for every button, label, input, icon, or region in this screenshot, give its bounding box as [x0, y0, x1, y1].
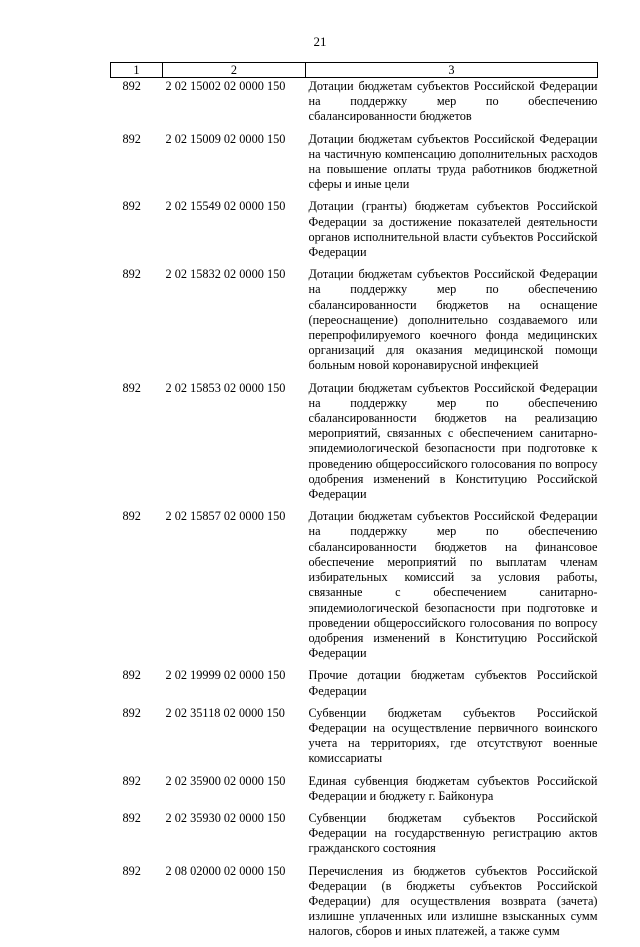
admin-code-cell: 892	[122, 380, 141, 395]
revenue-code-cell: 2 02 15832 02 0000 150	[165, 267, 286, 282]
revenue-code-cell: 2 02 15009 02 0000 150	[165, 131, 286, 146]
admin-code-cell: 892	[122, 810, 141, 825]
table-row	[111, 132, 598, 200]
table-row	[111, 509, 598, 668]
revenue-name-cell: Дотации бюджетам субъектов Российской Федерации на поддержку мер по обеспечению сбалансированности бюджетов на реализацию мероприятий, связанных с обеспечением санитарно-эпидемиологической безопасности при подготовке к проведению общероссийского голосования по вопросу одобрения изменений в Конституцию Российской Федерации	[308, 380, 598, 502]
revenue-code-cell: 2 02 15549 02 0000 150	[165, 199, 286, 214]
table-row	[111, 706, 598, 774]
admin-code-cell: 892	[122, 267, 141, 282]
budget-codes-table	[110, 62, 598, 947]
revenue-code-cell: 2 02 15857 02 0000 150	[165, 509, 286, 524]
table-row	[111, 668, 598, 705]
table-row	[111, 864, 598, 947]
table-row	[111, 811, 598, 864]
column-header-2: 2	[163, 63, 306, 78]
table-row	[111, 78, 598, 132]
column-header-3: 3	[306, 63, 598, 78]
revenue-name-cell: Дотации бюджетам субъектов Российской Федерации на частичную компенсацию дополнительных расходов на повышение оплаты труда работников бюджетной сферы и иные цели	[308, 131, 598, 192]
revenue-name-cell: Перечисления из бюджетов субъектов Российской Федерации (в бюджеты субъектов Российской Федерации) для осуществления возврата (зачета) излишне уплаченных или излишне взысканных сумм налогов, сборов и иных платежей, а также сумм	[308, 863, 598, 939]
revenue-name-cell: Субвенции бюджетам субъектов Российской Федерации на осуществление первичного воинского учета на территориях, где отсутствуют военные комиссариаты	[308, 705, 598, 766]
column-header-1: 1	[111, 63, 163, 78]
revenue-name-cell: Дотации бюджетам субъектов Российской Федерации на поддержку мер по обеспечению сбалансированности бюджетов	[308, 79, 598, 124]
revenue-code-cell: 2 02 15853 02 0000 150	[165, 380, 286, 395]
admin-code-cell: 892	[122, 705, 141, 720]
admin-code-cell: 892	[122, 773, 141, 788]
table-row	[111, 774, 598, 811]
revenue-code-cell: 2 02 19999 02 0000 150	[165, 668, 286, 683]
admin-code-cell: 892	[122, 509, 141, 524]
revenue-name-cell: Дотации бюджетам субъектов Российской Федерации на поддержку мер по обеспечению сбалансированности бюджетов на оснащение (переоснащение) дополнительно создаваемого или перепрофилируемого коечного фонда медицинских организаций для оказания медицинской помощи больным новой коронавирусной инфекцией	[308, 267, 598, 373]
table-row	[111, 381, 598, 510]
table-row	[111, 199, 598, 267]
table-row	[111, 267, 598, 380]
revenue-name-cell: Субвенции бюджетам субъектов Российской Федерации на государственную регистрацию актов гражданского состояния	[308, 810, 598, 856]
admin-code-cell: 892	[122, 79, 141, 93]
revenue-code-cell: 2 08 02000 02 0000 150	[165, 863, 286, 878]
admin-code-cell: 892	[122, 668, 141, 683]
admin-code-cell: 892	[122, 131, 141, 146]
table-header-row	[111, 63, 598, 78]
revenue-name-cell: Дотации (гранты) бюджетам субъектов Российской Федерации за достижение показателей деятельности органов исполнительной власти субъектов Российской Федерации	[308, 199, 598, 260]
revenue-name-cell: Прочие дотации бюджетам субъектов Российской Федерации	[308, 668, 598, 698]
revenue-code-cell: 2 02 15002 02 0000 150	[165, 79, 286, 93]
revenue-name-cell: Дотации бюджетам субъектов Российской Федерации на поддержку мер по обеспечению сбалансированности бюджетов на финансовое обеспечение мероприятий по выплатам членам избирательных комиссий за условия работы, связанные с обеспечением санитарно-эпидемиологической безопасности при подготовке и проведении общероссийского голосования по вопросу одобрения изменений в Конституцию Российской Федерации	[308, 509, 598, 661]
revenue-code-cell: 2 02 35118 02 0000 150	[165, 705, 285, 720]
page-number: 21	[313, 34, 327, 49]
revenue-code-cell: 2 02 35930 02 0000 150	[165, 810, 286, 825]
admin-code-cell: 892	[122, 863, 141, 878]
revenue-name-cell: Единая субвенция бюджетам субъектов Российской Федерации и бюджету г. Байконура	[308, 773, 598, 803]
revenue-code-cell: 2 02 35900 02 0000 150	[165, 773, 286, 788]
admin-code-cell: 892	[122, 199, 141, 214]
